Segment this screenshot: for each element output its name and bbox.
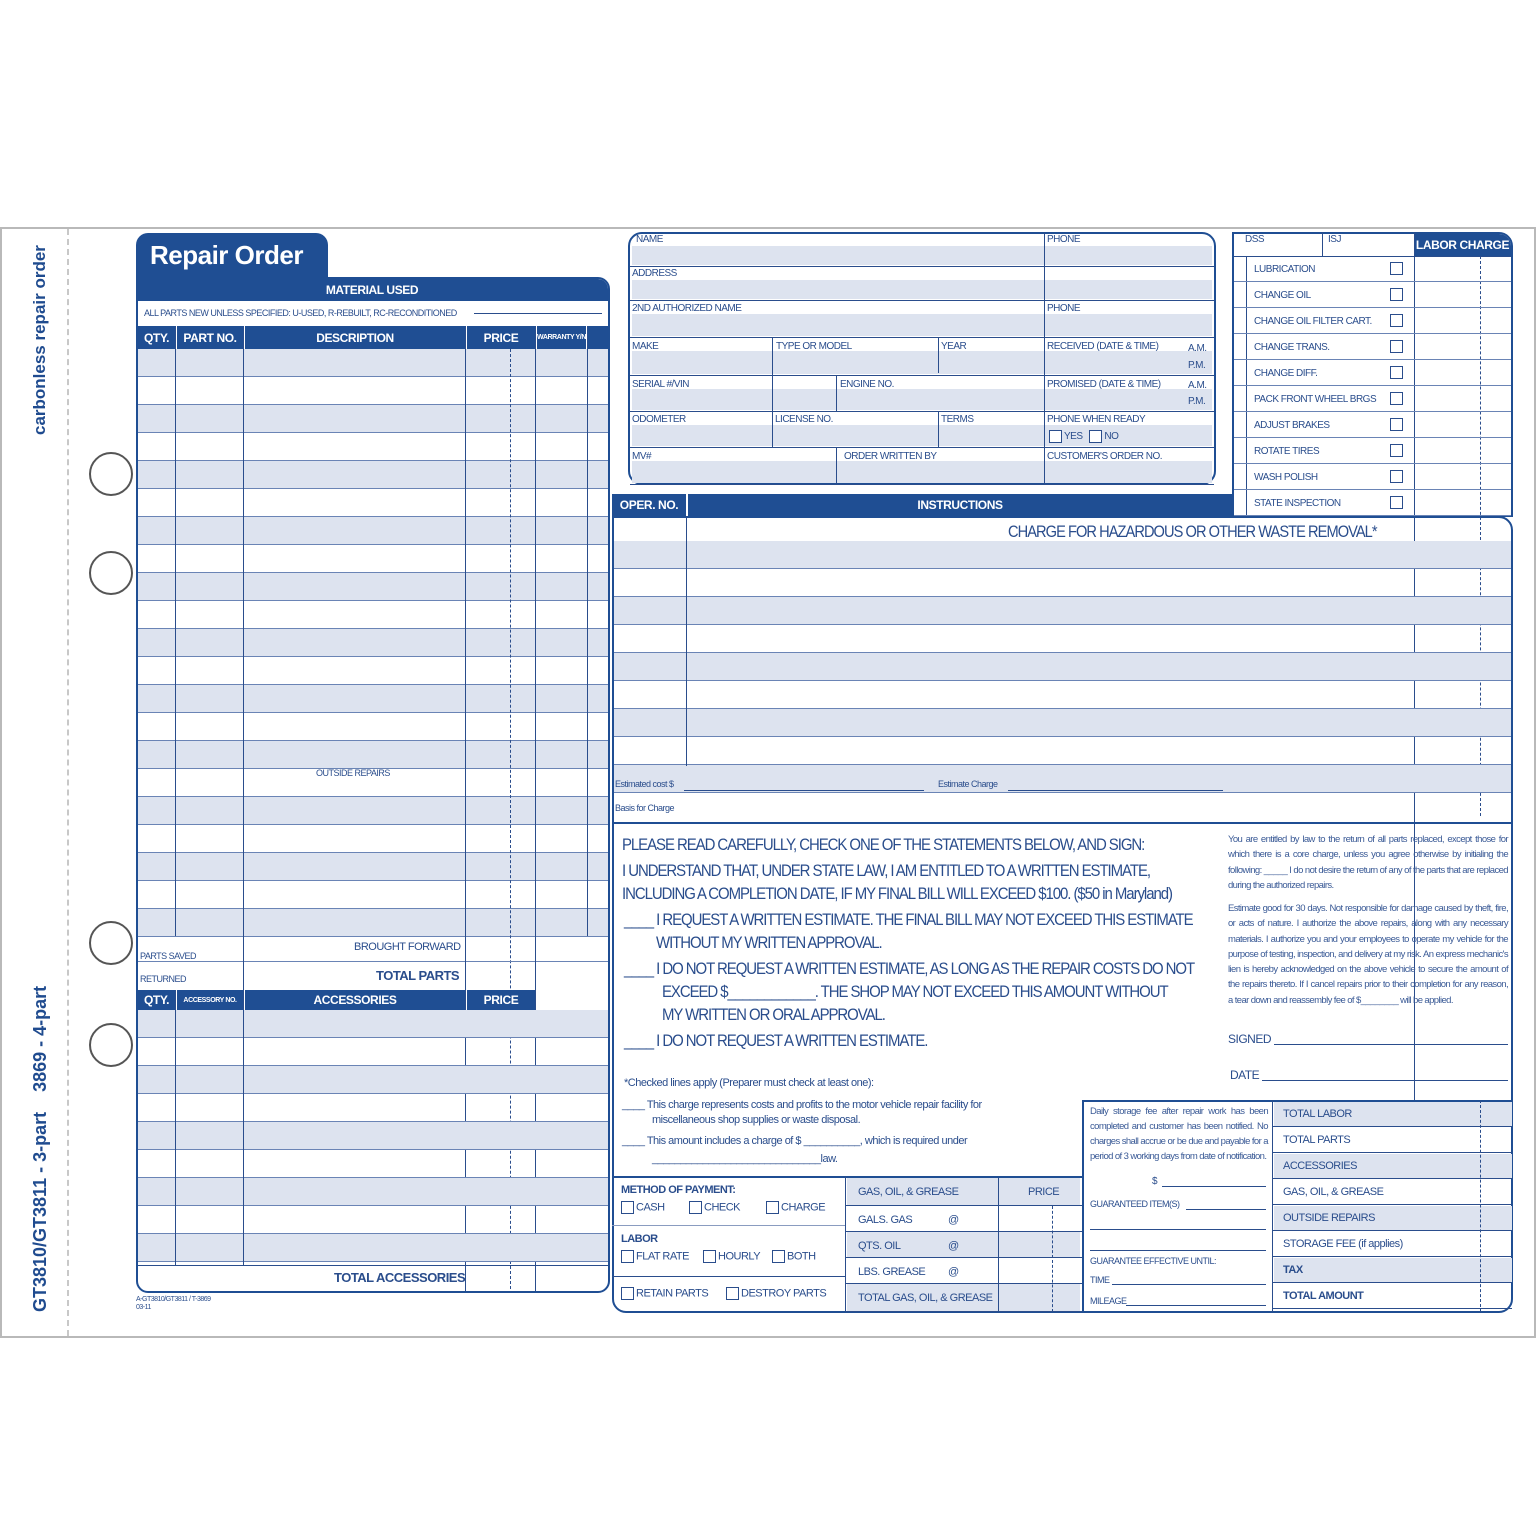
column-divider bbox=[243, 936, 244, 990]
dss-label: DSS bbox=[1245, 234, 1265, 245]
divider bbox=[138, 1265, 608, 1266]
charge-line: miscellaneous shop supplies or waste disposal. bbox=[652, 1114, 861, 1126]
column-divider bbox=[243, 990, 244, 1265]
service-label: CHANGE OIL bbox=[1254, 290, 1311, 301]
checked-lines-note: *Checked lines apply (Preparer must check at least one): bbox=[624, 1077, 874, 1089]
divider bbox=[630, 266, 1214, 267]
instruction-row[interactable] bbox=[614, 597, 1511, 625]
service-label: PACK FRONT WHEEL BRGS bbox=[1254, 394, 1377, 405]
service-checkbox[interactable] bbox=[1390, 340, 1403, 353]
brought-forward-label: BROUGHT FORWARD bbox=[354, 941, 461, 953]
oper-no-header: OPER. NO. bbox=[612, 494, 686, 516]
input-field[interactable] bbox=[632, 246, 1212, 265]
col-price: PRICE bbox=[467, 326, 535, 349]
material-row[interactable] bbox=[138, 657, 608, 685]
accessory-row[interactable] bbox=[138, 1178, 608, 1206]
both-label: BOTH bbox=[787, 1250, 816, 1263]
charge-line: ______________________________law. bbox=[652, 1153, 838, 1165]
time-line[interactable] bbox=[1112, 1284, 1266, 1285]
form-title: Repair Order bbox=[136, 233, 328, 277]
engine-label: ENGINE NO. bbox=[840, 379, 894, 390]
divider bbox=[845, 1176, 846, 1312]
checkbox[interactable] bbox=[621, 1250, 634, 1263]
accessory-row[interactable] bbox=[138, 1066, 608, 1094]
material-row[interactable] bbox=[138, 405, 608, 433]
pm-label: P.M. bbox=[1188, 396, 1206, 407]
binder-hole bbox=[89, 551, 133, 595]
service-label: CHANGE TRANS. bbox=[1254, 342, 1330, 353]
total-accessories-label: TOTAL ACCESSORIES bbox=[334, 1270, 466, 1285]
checkbox[interactable] bbox=[689, 1201, 702, 1214]
year-label: YEAR bbox=[941, 341, 967, 352]
phone2-label: PHONE bbox=[1047, 303, 1081, 314]
service-checkbox[interactable] bbox=[1390, 262, 1403, 275]
col-qty: QTY. bbox=[138, 326, 175, 349]
date-label: DATE bbox=[1230, 1068, 1260, 1082]
am-label: A.M. bbox=[1188, 380, 1207, 391]
at-symbol: @ bbox=[948, 1266, 959, 1278]
divider bbox=[630, 337, 1214, 338]
total-label: TOTAL LABOR bbox=[1283, 1108, 1352, 1120]
total-label: ACCESSORIES bbox=[1283, 1160, 1357, 1172]
total-label: TAX bbox=[1283, 1264, 1303, 1276]
check-option[interactable] bbox=[689, 1201, 740, 1214]
column-divider bbox=[587, 326, 588, 936]
service-checkbox[interactable] bbox=[1390, 366, 1403, 379]
at-symbol: @ bbox=[948, 1214, 959, 1226]
isj-label: ISJ bbox=[1328, 234, 1341, 245]
am-label: A.M. bbox=[1188, 343, 1207, 354]
total-label: OUTSIDE REPAIRS bbox=[1283, 1212, 1375, 1224]
time-label: TIME bbox=[1090, 1275, 1110, 1285]
guarantee-until-label: GUARANTEE EFFECTIVE UNTIL: bbox=[1090, 1256, 1217, 1266]
charge-option[interactable] bbox=[766, 1201, 825, 1214]
side-label-top: carbonless repair order bbox=[30, 245, 49, 435]
divider bbox=[1272, 1230, 1512, 1231]
side-label-bottom: GT3810/GT3811 - 3-part 3869 - 4-part bbox=[30, 985, 50, 1312]
labor-label: LABOR bbox=[621, 1233, 658, 1245]
basis-label[interactable]: Basis for Charge bbox=[615, 803, 675, 813]
divider bbox=[1272, 1178, 1512, 1179]
mileage-label: MILEAGE bbox=[1090, 1296, 1127, 1306]
service-label: STATE INSPECTION bbox=[1254, 498, 1341, 509]
material-note: ALL PARTS NEW UNLESS SPECIFIED: U-USED, R-REBUILT, RC-RECONDITIONED bbox=[144, 308, 457, 318]
date-line[interactable] bbox=[1262, 1080, 1508, 1081]
returned-label: RETURNED bbox=[140, 974, 187, 984]
both-option[interactable] bbox=[772, 1250, 816, 1263]
authorization-text: Estimate good for 30 days. Not responsible for damage caused by theft, fire, or acts of nature. I authorize the above repairs, along with any necessary materials. I authorize you and your employees to operate my vehicle for the purpose of testing, inspection, and delivery at my risk. An express mechanic's lien is hereby acknowledged on the above vehicle to secure the amount of the repairs thereto. If I cancel repairs prior to their completion for any reason, a tear down and reassembly fee of $________ will be applied. bbox=[1228, 903, 1508, 1006]
gas-total-label: TOTAL GAS, OIL, & GREASE bbox=[858, 1292, 993, 1304]
material-row[interactable] bbox=[138, 881, 608, 909]
col-part-no: PART NO. bbox=[177, 326, 243, 349]
divider bbox=[1272, 1204, 1512, 1205]
storage-dollar: $ bbox=[1152, 1176, 1158, 1187]
auth-label: 2ND AUTHORIZED NAME bbox=[632, 303, 742, 314]
cust-order-label: CUSTOMER'S ORDER NO. bbox=[1047, 451, 1163, 462]
column-divider bbox=[686, 516, 687, 766]
column-divider bbox=[938, 337, 939, 373]
parts-return-text: You are entitled by law to the return of all parts replaced, except those for which there is a core charge, unless you agree otherwise by initialing the following: _____ I do not desire the return of any of the parts that are replaced during the authorized repairs. bbox=[1228, 834, 1508, 891]
material-row[interactable] bbox=[138, 573, 608, 601]
charge-option-2[interactable]: ____ This amount includes a charge of $ __________, which is required under bbox=[622, 1135, 968, 1147]
column-divider bbox=[1044, 300, 1045, 484]
material-row[interactable] bbox=[138, 741, 608, 769]
checkbox[interactable] bbox=[621, 1287, 634, 1300]
divider bbox=[1272, 1282, 1512, 1283]
accessory-row[interactable] bbox=[138, 1234, 608, 1262]
service-checkbox[interactable] bbox=[1390, 496, 1403, 509]
service-label: ADJUST BRAKES bbox=[1254, 420, 1330, 431]
input-field[interactable] bbox=[632, 389, 1212, 410]
column-divider bbox=[938, 411, 939, 447]
checkbox[interactable] bbox=[1089, 430, 1102, 443]
charge-option-1[interactable]: ____ This charge represents costs and profits to the motor vehicle repair facility for bbox=[622, 1099, 982, 1111]
hazard-label: CHARGE FOR HAZARDOUS OR OTHER WASTE REMOVAL* bbox=[1008, 522, 1377, 541]
total-label: STORAGE FEE (if applies) bbox=[1283, 1238, 1403, 1250]
charge-label: CHARGE bbox=[781, 1201, 826, 1214]
stmt-option-3[interactable]: ____ I DO NOT REQUEST A WRITTEN ESTIMATE. bbox=[624, 1031, 928, 1050]
service-label: CHANGE DIFF. bbox=[1254, 368, 1318, 379]
estimate-charge-label[interactable]: Estimate Charge bbox=[938, 779, 998, 789]
service-checkbox[interactable] bbox=[1390, 470, 1403, 483]
col-description: DESCRIPTION bbox=[245, 326, 465, 349]
input-field[interactable] bbox=[632, 280, 1212, 299]
service-label: ROTATE TIRES bbox=[1254, 446, 1320, 457]
divider bbox=[1272, 1256, 1512, 1257]
gas-row-label: LBS. GREASE bbox=[858, 1266, 926, 1278]
divider bbox=[1272, 1308, 1512, 1309]
accessory-row[interactable] bbox=[138, 1150, 608, 1178]
instruction-row[interactable] bbox=[614, 569, 1511, 597]
checkbox[interactable] bbox=[1049, 430, 1062, 443]
odometer-label: ODOMETER bbox=[632, 414, 686, 425]
labor-charge-header: LABOR CHARGE bbox=[1414, 234, 1511, 256]
column-divider bbox=[175, 990, 176, 1265]
signed-label: SIGNED bbox=[1228, 1032, 1272, 1046]
input-field[interactable] bbox=[632, 461, 1212, 483]
acc-col-price: PRICE bbox=[467, 990, 535, 1010]
guaranteed-line[interactable] bbox=[1090, 1250, 1266, 1251]
cents-divider bbox=[1480, 1100, 1481, 1312]
checkbox[interactable] bbox=[766, 1201, 779, 1214]
stmt-option-1[interactable]: ____ I REQUEST A WRITTEN ESTIMATE. THE FINAL BILL MAY NOT EXCEED THIS ESTIMATE bbox=[624, 910, 1193, 929]
binder-hole bbox=[89, 452, 133, 496]
estimated-cost-label[interactable]: Estimated cost $ bbox=[615, 779, 674, 789]
service-label: WASH POLISH bbox=[1254, 472, 1318, 483]
material-row[interactable] bbox=[138, 601, 608, 629]
cash-option[interactable] bbox=[621, 1201, 665, 1214]
flat-rate-option[interactable] bbox=[621, 1250, 689, 1263]
column-divider bbox=[465, 326, 466, 936]
service-checkbox[interactable] bbox=[1390, 288, 1403, 301]
instruction-row[interactable] bbox=[614, 709, 1511, 737]
instructions-header: INSTRUCTIONS bbox=[688, 494, 1232, 516]
address-label: ADDRESS bbox=[632, 268, 677, 279]
total-label: TOTAL PARTS bbox=[1283, 1134, 1351, 1146]
checkbox[interactable] bbox=[726, 1287, 739, 1300]
column-divider bbox=[535, 326, 536, 936]
retain-parts-option[interactable] bbox=[621, 1287, 708, 1300]
service-label: CHANGE OIL FILTER CART. bbox=[1254, 316, 1372, 327]
column-divider bbox=[1272, 1100, 1273, 1312]
divider bbox=[1272, 1126, 1512, 1127]
material-row[interactable] bbox=[138, 517, 608, 545]
divider bbox=[612, 1225, 845, 1226]
binder-hole bbox=[89, 921, 133, 965]
cents-divider bbox=[1052, 1206, 1053, 1312]
divider bbox=[630, 375, 1214, 376]
storage-fee-line[interactable] bbox=[1162, 1186, 1266, 1187]
guaranteed-line[interactable] bbox=[1186, 1209, 1266, 1210]
mileage-line[interactable] bbox=[1126, 1305, 1266, 1306]
signature-line[interactable] bbox=[1274, 1044, 1508, 1045]
outside-repairs-label: OUTSIDE REPAIRS bbox=[316, 768, 390, 778]
material-row[interactable] bbox=[138, 489, 608, 517]
mv-label: MV# bbox=[632, 451, 652, 462]
total-row[interactable] bbox=[1274, 1258, 1512, 1282]
column-divider bbox=[836, 447, 837, 484]
stmt-line: WITHOUT MY WRITTEN APPROVAL. bbox=[656, 933, 882, 952]
column-divider bbox=[772, 411, 773, 447]
parts-saved-label: PARTS SAVED bbox=[140, 951, 197, 961]
form-code: A-GT3810/GT3811 / T-3869 03-11 bbox=[136, 1296, 211, 1311]
service-checkbox[interactable] bbox=[1390, 418, 1403, 431]
phone-when-ready-options[interactable] bbox=[1049, 430, 1118, 443]
terms-label: TERMS bbox=[941, 414, 974, 425]
instruction-row[interactable] bbox=[614, 765, 1511, 793]
material-row[interactable] bbox=[138, 545, 608, 573]
license-label: LICENSE NO. bbox=[775, 414, 833, 425]
column-divider bbox=[243, 326, 244, 936]
checkbox[interactable] bbox=[621, 1201, 634, 1214]
divider bbox=[612, 822, 1513, 824]
gas-row-label: GALS. GAS bbox=[858, 1214, 913, 1226]
accessory-row[interactable] bbox=[138, 1094, 608, 1122]
column-divider bbox=[998, 1178, 999, 1312]
input-field[interactable] bbox=[632, 314, 1212, 336]
divider bbox=[1082, 1100, 1084, 1312]
col-extra bbox=[588, 326, 608, 349]
accessory-row[interactable] bbox=[138, 1038, 608, 1066]
gas-header: GAS, OIL, & GREASE bbox=[858, 1186, 959, 1198]
retain-parts-label: RETAIN PARTS bbox=[636, 1287, 709, 1300]
service-checkbox[interactable] bbox=[1390, 314, 1403, 327]
guaranteed-line[interactable] bbox=[1090, 1229, 1266, 1230]
divider bbox=[630, 411, 1214, 412]
stmt-option-2[interactable]: ____ I DO NOT REQUEST A WRITTEN ESTIMATE, AS LONG AS THE REPAIR COSTS DO NOT bbox=[624, 959, 1195, 978]
instruction-row[interactable] bbox=[614, 625, 1511, 653]
checkbox[interactable] bbox=[703, 1250, 716, 1263]
column-divider bbox=[175, 326, 176, 936]
divider bbox=[630, 447, 1214, 448]
check-label: CHECK bbox=[704, 1201, 741, 1214]
destroy-parts-label: DESTROY PARTS bbox=[741, 1287, 827, 1300]
acc-col-accessories: ACCESSORIES bbox=[245, 990, 465, 1010]
pm-label: P.M. bbox=[1188, 360, 1206, 371]
material-row[interactable] bbox=[138, 909, 608, 937]
total-label: GAS, OIL, & GREASE bbox=[1283, 1186, 1384, 1198]
material-row[interactable] bbox=[138, 461, 608, 489]
binder-hole bbox=[89, 1023, 133, 1067]
material-row[interactable] bbox=[138, 797, 608, 825]
name-label: NAME bbox=[636, 234, 663, 245]
total-parts-label: TOTAL PARTS bbox=[376, 968, 460, 983]
accessory-row[interactable] bbox=[138, 1206, 608, 1234]
column-divider bbox=[772, 337, 773, 411]
phone-ready-label: PHONE WHEN READY bbox=[1047, 414, 1146, 425]
hourly-option[interactable] bbox=[703, 1250, 760, 1263]
gas-price-header: PRICE bbox=[1028, 1186, 1060, 1198]
instruction-row[interactable] bbox=[614, 681, 1511, 709]
material-row[interactable] bbox=[138, 629, 608, 657]
instruction-row[interactable] bbox=[614, 653, 1511, 681]
stmt-line: EXCEED $____________. THE SHOP MAY NOT EXCEED THIS AMOUNT WITHOUT bbox=[662, 982, 1168, 1001]
storage-fee-text: Daily storage fee after repair work has been completed and customer has been notified. No charges shall accrue or be due and payable for a period of 3 working days from date of notification. bbox=[1090, 1106, 1268, 1162]
stmt-line: INCLUDING A COMPLETION DATE, IF MY FINAL BILL WILL EXCEED $100. ($50 in Maryland) bbox=[622, 884, 1172, 903]
material-row[interactable] bbox=[138, 685, 608, 713]
acc-col-qty: QTY. bbox=[138, 990, 175, 1010]
written-by-label: ORDER WRITTEN BY bbox=[844, 451, 937, 462]
column-divider bbox=[1322, 232, 1323, 256]
material-row[interactable] bbox=[138, 713, 608, 741]
material-row[interactable] bbox=[138, 433, 608, 461]
divider bbox=[630, 484, 1214, 485]
cash-label: CASH bbox=[636, 1201, 665, 1214]
col-warranty: WARRANTY Y/N bbox=[537, 326, 586, 349]
accessory-row[interactable] bbox=[138, 1010, 608, 1038]
stmt-line: MY WRITTEN OR ORAL APPROVAL. bbox=[662, 1005, 885, 1024]
payment-method-label: METHOD OF PAYMENT: bbox=[621, 1184, 736, 1196]
service-label: LUBRICATION bbox=[1254, 264, 1315, 275]
material-header: MATERIAL USED bbox=[136, 279, 608, 301]
at-symbol: @ bbox=[948, 1240, 959, 1252]
guaranteed-items-label: GUARANTEED ITEM(S) bbox=[1090, 1199, 1180, 1209]
service-checkbox[interactable] bbox=[1390, 392, 1403, 405]
instruction-row[interactable] bbox=[614, 737, 1511, 765]
material-row[interactable] bbox=[138, 825, 608, 853]
service-checkbox[interactable] bbox=[1390, 444, 1403, 457]
divider bbox=[612, 1276, 845, 1277]
divider bbox=[1272, 1152, 1512, 1153]
type-label: TYPE OR MODEL bbox=[776, 341, 852, 352]
divider bbox=[845, 1311, 1082, 1312]
note-arrow bbox=[474, 313, 602, 314]
received-label: RECEIVED (DATE & TIME) bbox=[1047, 341, 1159, 352]
yes-label: YES bbox=[1064, 431, 1083, 443]
stmt-heading: PLEASE READ CAREFULLY, CHECK ONE OF THE STATEMENTS BELOW, AND SIGN: bbox=[622, 835, 1145, 854]
hourly-label: HOURLY bbox=[718, 1250, 761, 1263]
acc-col-no: ACCESSORY NO. bbox=[177, 990, 243, 1010]
input-field[interactable] bbox=[632, 425, 1212, 446]
flat-rate-label: FLAT RATE bbox=[636, 1250, 689, 1263]
total-label: TOTAL AMOUNT bbox=[1283, 1290, 1364, 1302]
divider bbox=[630, 300, 1214, 301]
gas-row-label: QTS. OIL bbox=[858, 1240, 901, 1252]
perforation-line bbox=[67, 229, 69, 1336]
material-row[interactable] bbox=[138, 377, 608, 405]
estimate-charge-line bbox=[1008, 790, 1223, 791]
accessory-row[interactable] bbox=[138, 1122, 608, 1150]
input-field[interactable] bbox=[632, 351, 1212, 374]
material-row[interactable] bbox=[138, 853, 608, 881]
no-label: NO bbox=[1104, 431, 1119, 443]
promised-label: PROMISED (DATE & TIME) bbox=[1047, 379, 1161, 390]
material-row[interactable] bbox=[138, 349, 608, 377]
estimated-cost-line bbox=[684, 790, 924, 791]
stmt-line: I UNDERSTAND THAT, UNDER STATE LAW, I AM ENTITLED TO A WRITTEN ESTIMATE, bbox=[622, 861, 1150, 880]
phone-label: PHONE bbox=[1047, 234, 1081, 245]
destroy-parts-option[interactable] bbox=[726, 1287, 826, 1300]
serial-label: SERIAL #/VIN bbox=[632, 379, 689, 390]
instruction-row[interactable] bbox=[614, 541, 1511, 569]
checkbox[interactable] bbox=[772, 1250, 785, 1263]
make-label: MAKE bbox=[632, 341, 659, 352]
column-divider bbox=[836, 375, 837, 411]
